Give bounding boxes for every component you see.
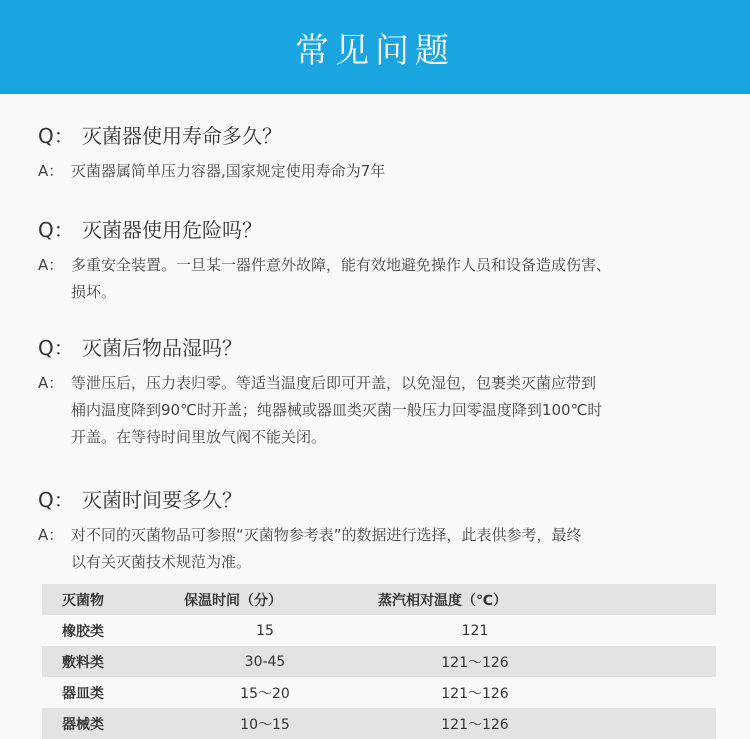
answer-line: 多重安全装置。一旦某一器件意外故障，能有效地避免操作人员和设备造成伤害、 — [71, 256, 612, 274]
faq-answer — [38, 158, 718, 185]
table-row — [42, 615, 716, 646]
question-text: 灭菌时间要多久？ — [82, 488, 242, 512]
answer-line: 灭菌器属简单压力容器,国家规定使用寿命为7年 — [71, 162, 386, 180]
question-text: 灭菌后物品湿吗？ — [82, 336, 242, 360]
answer-line: 以有关灭菌技术规范为准。 — [71, 553, 252, 571]
faq-question — [38, 334, 718, 362]
question-prefix: Q： — [38, 218, 74, 242]
question-text: 灭菌器使用寿命多久？ — [82, 124, 282, 148]
answer-prefix: A： — [38, 256, 64, 274]
table-cell: 15 — [256, 622, 274, 639]
column-header: 蒸汽相对温度（℃） — [378, 592, 507, 609]
faq-item — [38, 334, 718, 451]
table-cell: 121～126 — [441, 654, 509, 671]
table-row — [42, 646, 716, 677]
question-prefix: Q： — [38, 124, 74, 148]
column-header: 保温时间（分） — [184, 592, 282, 609]
answer-line: 对不同的灭菌物品可参照“灭菌物参考表”的数据进行选择，此表供参考，最终 — [71, 526, 582, 544]
question-prefix: Q： — [38, 336, 74, 360]
answer-line: 损坏。 — [71, 283, 117, 301]
table-cell: 器皿类 — [62, 685, 104, 702]
faq-item — [38, 216, 718, 306]
answer-line: 等泄压后，压力表归零。等适当温度后即可开盖，以免湿包，包裹类灭菌应带到 — [71, 374, 597, 392]
question-text: 灭菌器使用危险吗？ — [82, 218, 262, 242]
sterilization-reference-table — [42, 584, 716, 739]
table-header-row — [42, 584, 716, 615]
answer-line: 开盖。在等待时间里放气阀不能关闭。 — [71, 428, 327, 446]
question-prefix: Q： — [38, 488, 74, 512]
faq-answer — [38, 370, 718, 451]
answer-prefix: A： — [38, 162, 64, 180]
faq-answer — [38, 252, 718, 306]
table-cell: 30-45 — [244, 653, 286, 670]
faq-item — [38, 486, 718, 576]
answer-prefix: A： — [38, 374, 64, 392]
faq-question — [38, 486, 718, 514]
table-cell: 10～15 — [240, 716, 290, 733]
answer-prefix: A： — [38, 526, 64, 544]
table-row — [42, 708, 716, 739]
table-cell: 橡胶类 — [62, 623, 104, 640]
table-cell: 121 — [461, 622, 489, 639]
table-row — [42, 677, 716, 708]
faq-answer — [38, 522, 718, 576]
table-cell: 敷料类 — [62, 654, 104, 671]
faq-item — [38, 122, 718, 185]
page-title: 常见问题 — [295, 30, 455, 71]
table-cell: 15～20 — [240, 685, 290, 702]
faq-question — [38, 216, 718, 244]
page-header — [0, 0, 750, 94]
answer-line: 桶内温度降到90℃时开盖；纯器械或器皿类灭菌一般压力回零温度降到100℃时 — [71, 401, 603, 419]
column-header: 灭菌物 — [62, 592, 104, 609]
table-cell: 121～126 — [441, 716, 509, 733]
table-cell: 器械类 — [62, 716, 104, 733]
faq-question — [38, 122, 718, 150]
table-cell: 121～126 — [441, 685, 509, 702]
